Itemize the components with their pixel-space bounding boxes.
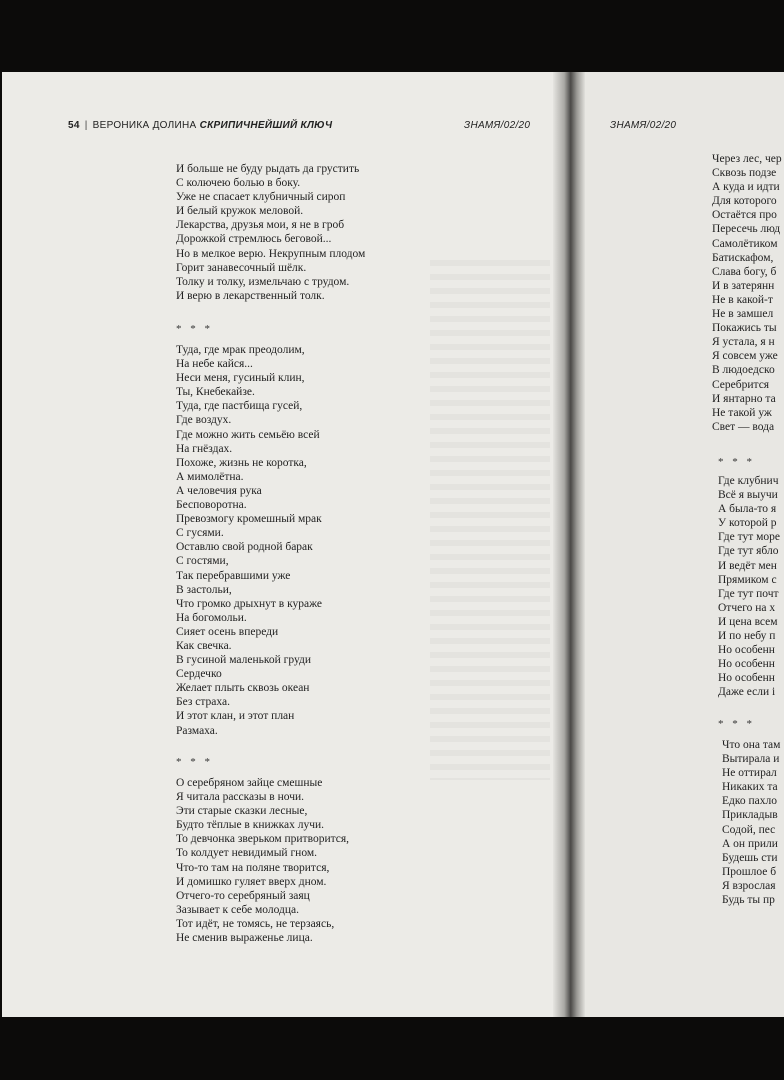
left-running-header (68, 120, 332, 131)
poem-3 (176, 776, 349, 945)
right-poem-line: Будь ты пр (722, 894, 775, 907)
poem-line: И домишко гуляет вверх дном. (176, 875, 327, 888)
poem-line: С гусями. (176, 527, 224, 540)
right-poem-line: А была-то я (718, 503, 777, 516)
poem-line: На гнёздах. (176, 442, 233, 455)
right-poem-line: Где клубнич (718, 475, 779, 487)
poem-line: Что-то там на поляне творится, (176, 861, 330, 874)
poem-line: Лекарства, друзья мои, я не в гроб (176, 219, 345, 232)
poem-line: Похоже, жизнь не коротка, (176, 456, 307, 469)
poem-line: С колючею болью в боку. (176, 177, 301, 190)
poem-line: Где воздух. (176, 414, 232, 427)
right-poem-line: Через лес, чер (712, 153, 782, 165)
right-poem-line: Вытирала и (722, 753, 780, 766)
poem-line: Бесповоротна. (176, 499, 247, 512)
poem-line: С гостями, (176, 555, 229, 568)
right-poem-line: Остаётся про (712, 209, 777, 222)
poem-line: Неси меня, гусиный клин, (176, 372, 305, 385)
right-poem-line: Где тут почт (718, 587, 779, 600)
poem-line: Оставлю свой родной барак (176, 541, 313, 554)
right-poem-line: И по небу п (718, 630, 776, 643)
page-number: 54 (68, 120, 80, 131)
poem-line: И этот клан, и этот план (176, 710, 295, 723)
right-separator-2: * * * (718, 718, 755, 730)
poem-line: Уже не спасает клубничный сироп (176, 191, 346, 204)
right-poem-line: Но особенн (718, 672, 775, 685)
right-poem-line: И янтарно та (712, 392, 776, 405)
right-poem-line: И цена всем (718, 615, 778, 628)
right-text-block-3 (722, 738, 780, 907)
poem-line: Превозмогу кромешный мрак (176, 513, 322, 526)
header-divider: | (84, 120, 88, 131)
stanza-separator-2: * * * (176, 756, 213, 768)
right-poem-line: Для которого (712, 195, 777, 208)
poem-line: А человечия рука (176, 484, 262, 497)
right-poem-line: У которой р (718, 517, 777, 530)
right-poem-line: Прикладыв (722, 809, 778, 822)
right-poem-line: Сквозь подзе (712, 167, 777, 180)
poem-line: Туда, где пастбища гусей, (176, 400, 303, 413)
right-poem-line: Но особенн (718, 644, 775, 657)
poem-line: Эти старые сказки лесные, (176, 805, 308, 818)
poem-line: Сияет осень впереди (176, 625, 279, 638)
right-poem-line: Отчего на х (718, 601, 776, 614)
right-text-block-2 (718, 474, 780, 700)
right-poem-line: Прошлое б (722, 865, 777, 878)
poem-line: Но в мелкое верю. Некрупным плодом (176, 247, 366, 260)
book-gutter (553, 72, 585, 1017)
right-journal-header: ЗНАМЯ/02/20 (610, 120, 677, 131)
right-poem-line: Слава богу, б (712, 265, 777, 278)
right-poem-line: Прямиком с (718, 573, 777, 586)
poem-line: О серебряном зайце смешные (176, 777, 323, 789)
poem-line: Желает плыть сквозь океан (176, 682, 310, 695)
poem-line: И белый кружок меловой. (176, 205, 304, 218)
right-poem-line: Едко пахло (722, 795, 778, 808)
poem-line: Что громко дрыхнут в кураже (176, 597, 322, 610)
right-poem-line: Не в замшел (712, 308, 774, 321)
poem-line: Так перебравшими уже (176, 569, 291, 582)
right-poem-line: Батискафом, (712, 251, 774, 264)
right-poem-line: Не в какой-т (712, 293, 773, 306)
poem-line: Зазывает к себе молодца. (176, 903, 300, 916)
poem-line: Сердечко (176, 668, 222, 681)
right-poem-line: Даже если і (718, 686, 776, 699)
poem-line: Толку и толку, измельчаю с трудом. (176, 275, 350, 288)
right-poem-line: А куда и идти (712, 181, 780, 194)
poem-line: И верю в лекарственный толк. (176, 289, 325, 302)
bleed-through-texture (430, 260, 550, 780)
right-poem-line: Пересечь люд (712, 223, 781, 236)
right-poem-line: А он прили (722, 837, 778, 850)
poem-line: Ты, Кнебекайзе. (176, 386, 255, 399)
right-poem-line: Я взрослая (722, 879, 776, 892)
poem-line: Туда, где мрак преодолим, (176, 344, 305, 356)
right-poem-line: Будешь сти (722, 851, 778, 864)
poem-line: Тот идёт, не томясь, не терзаясь, (176, 917, 335, 930)
poem-line: Будто тёплые в книжках лучи. (176, 819, 325, 832)
poem-line: Горит занавесочный шёлк. (176, 261, 307, 274)
poem-line: Отчего-то серебряный заяц (176, 889, 310, 902)
right-poem-line: Серебрится (712, 378, 770, 391)
poem-line: А мимолётна. (176, 470, 244, 483)
right-poem-line: И в затерянн (712, 279, 775, 292)
right-poem-line: Всё я выучи (718, 489, 778, 502)
poem-line: Размаха. (176, 724, 218, 737)
right-separator-1: * * * (718, 456, 755, 468)
stanza-separator-1: * * * (176, 323, 213, 335)
right-poem-line: В людоедско (712, 364, 775, 377)
right-poem-line: Но особенн (718, 658, 775, 671)
right-poem-line: Содой, пес (722, 823, 776, 836)
right-poem-line: Самолётиком (712, 237, 778, 250)
right-poem-line: Не оттирал (722, 767, 777, 780)
poem-line: Дорожкой стремлюсь беговой... (176, 233, 332, 246)
author-name: ВЕРОНИКА ДОЛИНА (92, 120, 197, 131)
poem-line: В гусиной маленькой груди (176, 654, 311, 667)
right-poem-line: И ведёт мен (718, 559, 777, 572)
poem-line: То девчонка зверьком притворится, (176, 833, 350, 846)
poem-line: На небе кайся... (176, 358, 253, 371)
poem-1 (176, 162, 365, 303)
right-text-block-1 (712, 152, 782, 434)
poem-line: Не сменив выраженье лица. (176, 932, 313, 945)
poem-line: Я читала рассказы в ночи. (176, 791, 305, 804)
poem-line: Где можно жить семьёю всей (176, 428, 320, 441)
right-poem-line: Не такой уж (712, 406, 772, 419)
right-poem-line: Свет — вода (712, 420, 775, 433)
poem-2 (176, 343, 322, 738)
right-poem-line: Я устала, я н (712, 336, 775, 349)
left-journal-header: ЗНАМЯ/02/20 (464, 120, 531, 131)
poem-line: И больше не буду рыдать да грустить (176, 163, 360, 175)
poem-line: То колдует невидимый гном. (176, 847, 318, 860)
right-poem-line: Я совсем уже (712, 350, 778, 363)
poem-line: Как свечка. (176, 639, 232, 652)
right-poem-line: Что она там (722, 739, 781, 751)
poem-line: В застольи, (176, 583, 232, 596)
right-poem-line: Покажись ты (712, 322, 777, 335)
right-poem-line: Где тут ябло (718, 545, 779, 558)
right-poem-line: Никаких та (722, 781, 778, 794)
poem-line: Без страха. (176, 696, 230, 709)
poem-line: На богомольи. (176, 611, 247, 624)
poem-cycle-title: СКРИПИЧНЕЙШИЙ КЛЮЧ (199, 120, 333, 131)
right-poem-line: Где тут море (718, 531, 781, 544)
